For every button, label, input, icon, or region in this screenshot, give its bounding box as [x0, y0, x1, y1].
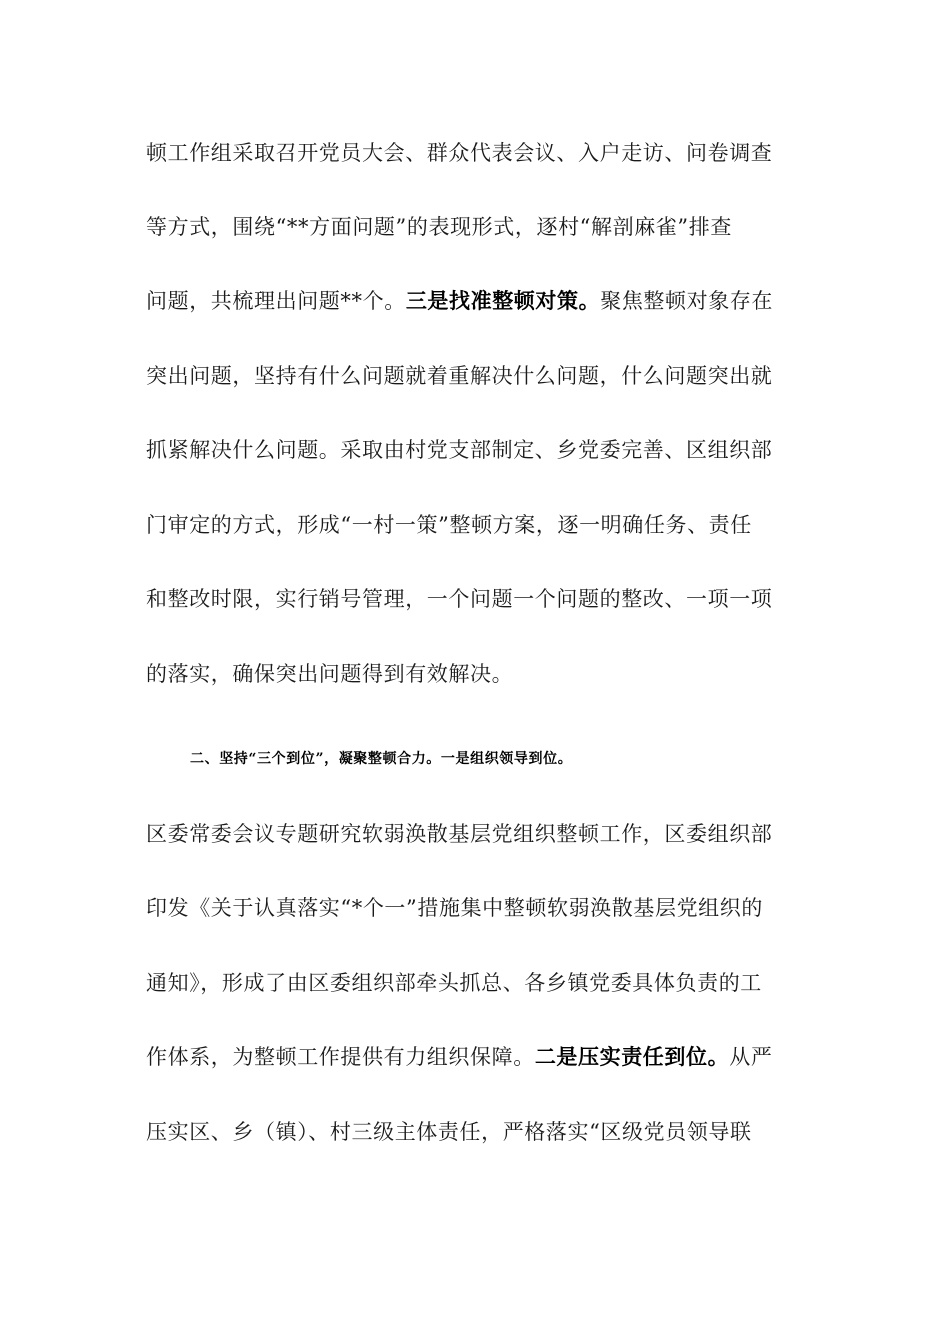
- body-line: [146, 511, 806, 539]
- body-line: [146, 969, 806, 997]
- line-text: 印发《关于认真落实“*个一”措施集中整顿软弱涣散基层党组织的: [146, 896, 763, 920]
- line-text: 从严: [729, 1045, 773, 1069]
- section-heading-text: 二、坚持“三个到位”，凝聚整顿合力。一是组织领导到位。: [190, 751, 573, 767]
- line-text: 聚焦整顿对象存在: [600, 289, 774, 313]
- line-text: 区委常委会议专题研究软弱涣散基层党组织整顿工作，区委组织部: [146, 822, 773, 846]
- line-text: 通知》，形成了由区委组织部牵头抓总、各乡镇党委具体负责的工: [146, 971, 762, 995]
- section-heading: [190, 745, 850, 773]
- bold-heading-inline: 三是找准整顿对策。: [405, 288, 601, 313]
- body-line: [146, 820, 806, 848]
- body-line: [146, 436, 806, 464]
- body-line: [146, 1118, 806, 1146]
- line-text: 突出问题，坚持有什么问题就着重解决什么问题，什么问题突出就: [146, 364, 773, 388]
- body-line: [146, 362, 806, 390]
- line-text: 作体系，为整顿工作提供有力组织保障。: [146, 1045, 535, 1069]
- line-text: 顿工作组采取召开党员大会、群众代表会议、入户走访、问卷调查: [146, 141, 773, 165]
- bold-heading-inline: 二是压实责任到位。: [534, 1044, 730, 1069]
- line-text: 门审定的方式，形成“一村一策”整顿方案，逐一明确任务、责任: [146, 513, 752, 537]
- body-line: [146, 139, 806, 167]
- line-text: 等方式，围绕“**方面问题”的表现形式，逐村“解剖麻雀”排查: [146, 215, 732, 239]
- line-text: 问题，共梳理出问题**个。: [146, 289, 406, 313]
- line-text: 的落实，确保突出问题得到有效解决。: [146, 662, 514, 686]
- line-text: 压实区、乡（镇）、村三级主体责任，严格落实“区级党员领导联: [146, 1120, 752, 1144]
- body-line: [146, 660, 806, 688]
- body-line: [146, 1043, 806, 1071]
- line-text: 抓紧解决什么问题。采取由村党支部制定、乡党委完善、区组织部: [146, 438, 773, 462]
- body-line: [146, 213, 806, 241]
- line-text: 和整改时限，实行销号管理，一个问题一个问题的整改、一项一项: [146, 587, 773, 611]
- body-line: [146, 287, 806, 315]
- body-line: [146, 894, 806, 922]
- body-line: [146, 585, 806, 613]
